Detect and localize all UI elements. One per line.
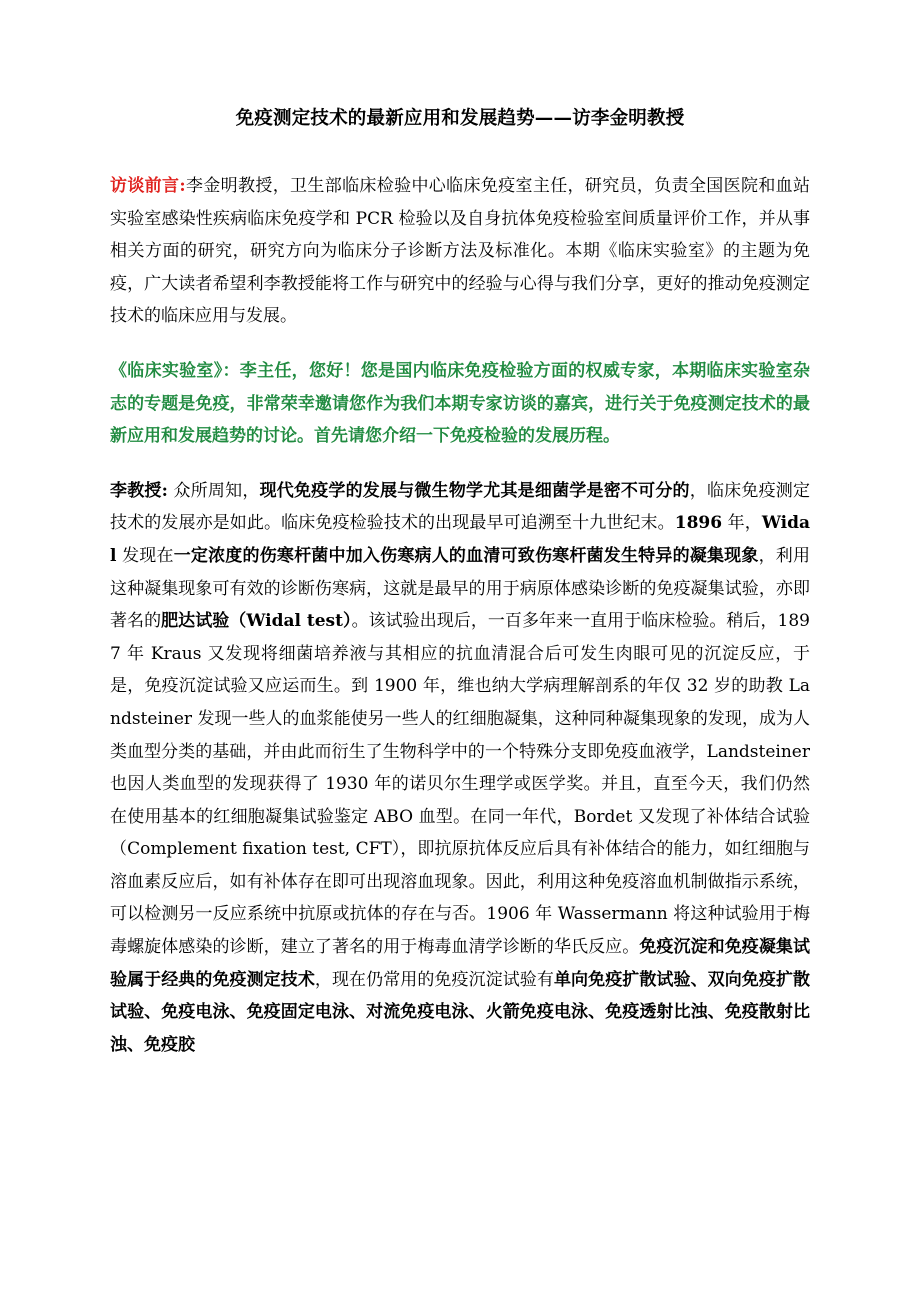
answer-text: 年，	[722, 513, 762, 534]
answer-paragraph	[110, 475, 810, 1062]
answer-text: 发现在	[116, 545, 174, 566]
answer-text: 众所周知，	[167, 480, 260, 501]
interviewer-question: 《临床实验室》：李主任，您好！您是国内临床免疫检验方面的权威专家，本期临床实验室杂志的专题是免疫，非常荣幸邀请您作为我们本期专家访谈的嘉宾，进行关于免疫测定技术的最新应用和发展趋势的讨论。首先请您介绍一下免疫检验的发展历程。	[110, 360, 810, 447]
intro-label: 访谈前言:	[110, 176, 186, 196]
intro-paragraph	[110, 170, 810, 333]
answer-emphasis: 肥达试验（Widal test）	[161, 611, 352, 632]
answer-text: ，现在仍常用的免疫沉淀试验有	[314, 969, 554, 990]
answer-emphasis: Widal	[110, 513, 810, 566]
answer-emphasis: 1896	[674, 513, 723, 534]
answer-text: ，利用这种凝集现象可有效的诊断伤寒病，这就是最早的用于病原体感染诊断的免疫凝集试验，亦即著名的	[110, 545, 810, 632]
answer-speaker: 李教授:	[110, 480, 168, 501]
answer-text: ，临床免疫测定技术的发展亦是如此。临床免疫检验技术的出现最早可追溯至十九世纪末。	[110, 480, 811, 534]
answer-text: 。该试验出现后，一百多年来一直用于临床检验。稍后，1897 年 Kraus 又发现将细菌培养液与其相应的抗血清混合后可发生肉眼可见的沉淀反应，于是，免疫沉淀试验又应运而生。到 1900 年，维也纳大学病理解剖系的年仅 32 岁的助教 Landsteiner 发现一些人的血浆能使另一些人的红细胞凝集，这种同种凝集现象的发现，成为人类血型分类的基础，并由此而衍生了生物科学中的一个特殊分支即免疫血液学，Landsteiner 也因人类血型的发现获得了 1930 年的诺贝尔生理学或医学奖。并且，直至今天，我们仍然在使用基本的红细胞凝集试验鉴定 ABO 血型。在同一年代，Bordet 又发现了补体结合试验（Complement fixation test, CFT），即抗原抗体反应后具有补体结合的能力，如红细胞与溶血素反应后，如有补体存在即可出现溶血现象。因此，利用这种免疫溶血机制做指示系统，可以检测另一反应系统中抗原或抗体的存在与否。1906 年 Wassermann 将这种试验用于梅毒螺旋体感染的诊断，建立了著名的用于梅毒血清学诊断的华氏反应。	[110, 611, 810, 958]
article-title: 免疫测定技术的最新应用和发展趋势——访李金明教授	[235, 108, 685, 129]
document-page	[110, 106, 810, 1061]
answer-emphasis: 免疫沉淀和免疫凝集试验属于经典的免疫测定技术	[110, 937, 811, 990]
answer-emphasis: 单向免疫扩散试验、双向免疫扩散试验、免疫电泳、免疫固定电泳、对流免疫电泳、火箭免疫电泳、免疫透射比浊、免疫散射比浊、免疫胶	[110, 969, 811, 1055]
answer-emphasis: 一定浓度的伤寒杆菌中加入伤寒病人的血清可致伤寒杆菌发生特异的凝集现象	[173, 545, 759, 566]
intro-text: 李金明教授，卫生部临床检验中心临床免疫室主任，研究员，负责全国医院和血站实验室感染性疾病临床免疫学和 PCR 检验以及自身抗体免疫检验室间质量评价工作，并从事相关方面的研究，研究方向为临床分子诊断方法及标准化。本期《临床实验室》的主题为免疫，广大读者希望利李教授能将工作与研究中的经验与心得与我们分享，更好的推动免疫测定技术的临床应用与发展。	[110, 176, 811, 327]
answer-emphasis: 现代免疫学的发展与微生物学尤其是细菌学是密不可分的	[259, 480, 690, 501]
